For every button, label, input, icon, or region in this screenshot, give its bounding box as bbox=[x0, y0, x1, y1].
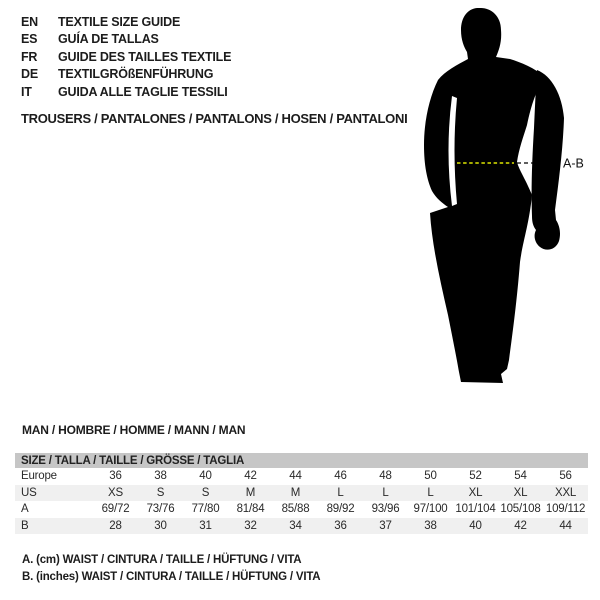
footnote-b: B. (inches) WAIST / CINTURA / TAILLE / HÜFTUNG / VITA bbox=[22, 570, 321, 583]
row-label: US bbox=[21, 486, 37, 499]
size-cell: 50 bbox=[424, 470, 437, 483]
category-heading: TROUSERS / PANTALONES / PANTALONS / HOSEN / PANTALONI bbox=[21, 111, 408, 126]
size-cell: 73/76 bbox=[146, 503, 175, 516]
size-cell: 40 bbox=[469, 519, 482, 532]
lang-code: EN bbox=[21, 15, 38, 29]
footnotes bbox=[22, 552, 320, 585]
lang-label: TEXTILE SIZE GUIDE bbox=[58, 15, 181, 29]
size-cell: M bbox=[245, 486, 256, 499]
size-cell: 85/88 bbox=[281, 503, 310, 516]
size-cell: 54 bbox=[514, 470, 527, 483]
size-cell: 40 bbox=[199, 470, 212, 483]
size-cell: 32 bbox=[244, 519, 257, 532]
size-cell: 38 bbox=[424, 519, 437, 532]
language-guide bbox=[21, 14, 231, 101]
size-cell: 97/100 bbox=[413, 503, 448, 516]
size-cell: 44 bbox=[289, 470, 302, 483]
size-cell: 93/96 bbox=[371, 503, 400, 516]
size-cell: 81/84 bbox=[236, 503, 265, 516]
size-cell: L bbox=[427, 486, 434, 499]
lang-label: TEXTILGRÖßENFÜHRUNG bbox=[58, 67, 214, 82]
size-cell: 69/72 bbox=[101, 503, 130, 516]
size-cell: 42 bbox=[514, 519, 527, 532]
row-label: A bbox=[21, 503, 29, 516]
size-cell: 31 bbox=[199, 519, 212, 532]
size-cell: M bbox=[290, 486, 301, 499]
size-table bbox=[15, 453, 588, 534]
lang-row-es bbox=[21, 31, 231, 48]
size-guide-figure bbox=[400, 0, 600, 410]
size-cell: 28 bbox=[109, 519, 122, 532]
size-cell: XL bbox=[513, 486, 528, 499]
man-silhouette bbox=[424, 8, 545, 383]
size-cell: XL bbox=[468, 486, 483, 499]
size-cell: 30 bbox=[154, 519, 167, 532]
table-row bbox=[15, 468, 588, 485]
row-label: Europe bbox=[21, 470, 57, 483]
size-cell: 77/80 bbox=[191, 503, 220, 516]
size-cell: S bbox=[156, 486, 165, 499]
row-label: B bbox=[21, 519, 29, 532]
size-cell: 101/104 bbox=[455, 503, 496, 516]
table-title: SIZE / TALLA / TAILLE / GRÖSSE / TAGLIA bbox=[15, 453, 588, 468]
lang-label: GUÍA DE TALLAS bbox=[58, 32, 159, 47]
size-cell: 44 bbox=[559, 519, 572, 532]
size-cell: 36 bbox=[334, 519, 347, 532]
footnote-a: A. (cm) WAIST / CINTURA / TAILLE / HÜFTUNG / VITA bbox=[22, 554, 302, 566]
size-cell: XXL bbox=[554, 486, 577, 499]
table-header-row bbox=[15, 453, 588, 468]
size-cell: XS bbox=[108, 486, 123, 499]
man-right-arm bbox=[532, 70, 564, 250]
lang-label: GUIDA ALLE TAGLIE TESSILI bbox=[58, 84, 228, 99]
size-cell: 105/108 bbox=[500, 503, 541, 516]
lang-row-fr bbox=[21, 49, 231, 66]
size-cell: 42 bbox=[244, 470, 257, 483]
table-row bbox=[15, 518, 588, 535]
lang-code: IT bbox=[21, 84, 32, 99]
size-cell: L bbox=[337, 486, 344, 499]
lang-code: DE bbox=[21, 67, 38, 82]
size-cell: L bbox=[382, 486, 389, 499]
size-cell: S bbox=[201, 486, 210, 499]
gender-heading: MAN / HOMBRE / HOMME / MANN / MAN bbox=[22, 423, 246, 437]
size-cell: 89/92 bbox=[326, 503, 355, 516]
size-cell: 52 bbox=[469, 470, 482, 483]
table-row bbox=[15, 501, 588, 518]
size-cell: 37 bbox=[379, 519, 392, 532]
size-cell: 109/112 bbox=[545, 503, 586, 516]
lang-row-en bbox=[21, 14, 231, 31]
size-cell: 48 bbox=[379, 470, 392, 483]
size-cell: 36 bbox=[109, 470, 122, 483]
lang-row-it bbox=[21, 84, 231, 101]
lang-row-de bbox=[21, 66, 231, 83]
size-cell: 34 bbox=[289, 519, 302, 532]
size-cell: 56 bbox=[559, 470, 572, 483]
measure-label: A-B bbox=[563, 156, 584, 171]
size-cell: 38 bbox=[154, 470, 167, 483]
lang-label: GUIDE DES TAILLES TEXTILE bbox=[58, 49, 232, 64]
size-cell: 46 bbox=[334, 470, 347, 483]
table-row bbox=[15, 485, 588, 502]
lang-code: FR bbox=[21, 49, 38, 64]
lang-code: ES bbox=[21, 32, 38, 47]
